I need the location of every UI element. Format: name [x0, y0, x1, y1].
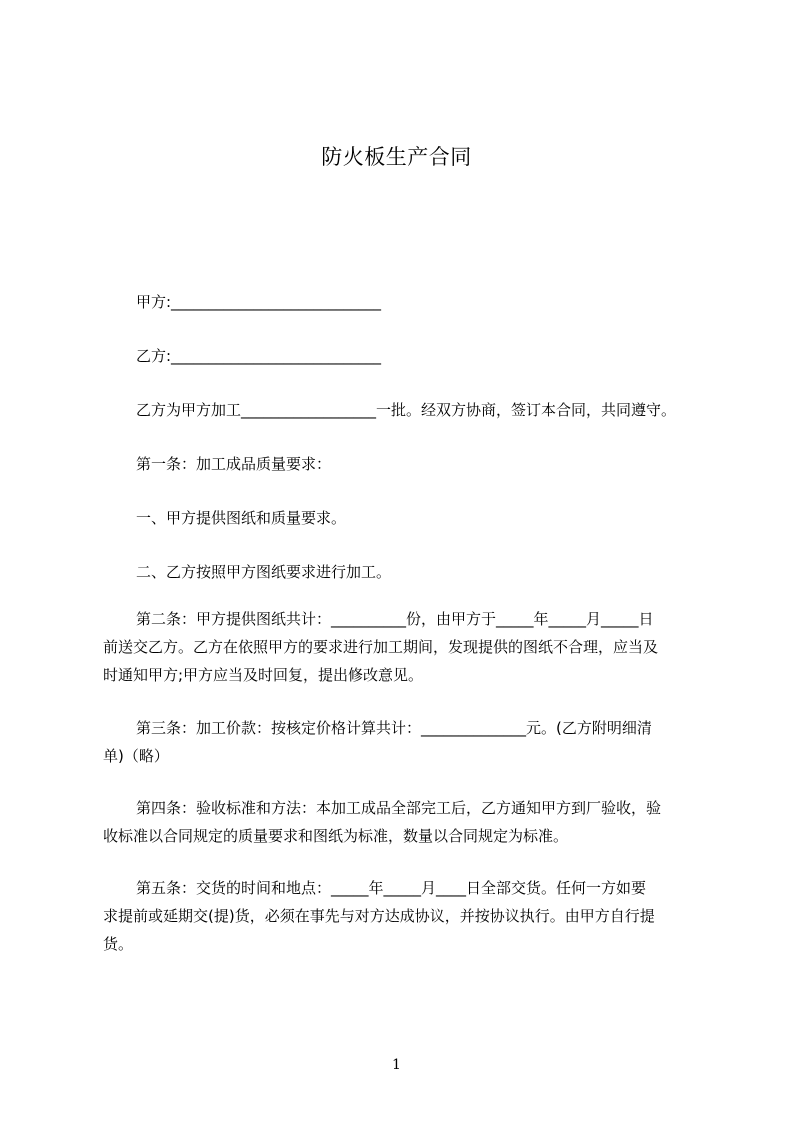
party-b-line: 乙方:____________________________ [136, 347, 382, 365]
article-1-heading: 第一条：加工成品质量要求： [136, 455, 332, 473]
article-1-item-1: 一、甲方提供图纸和质量要求。 [136, 509, 347, 527]
article-5-line: 求提前或延期交(提)货，必须在事先与对方达成协议，并按协议执行。由甲方自行提 [103, 907, 655, 925]
page-number: 1 [392, 1057, 401, 1073]
document-title: 防火板生产合同 [321, 145, 472, 169]
article-2-line: 第二条：甲方提供图纸共计：__________份，由甲方于_____年_____月_____日 [136, 610, 654, 628]
article-3-paragraph [103, 714, 703, 770]
article-4-line: 收标准以合同规定的质量要求和图纸为标准，数量以合同规定为标准。 [103, 827, 569, 845]
article-1-item-2: 二、乙方按照甲方图纸要求进行加工。 [136, 563, 392, 581]
party-a-line: 甲方:____________________________ [136, 293, 382, 311]
article-5-paragraph [103, 874, 703, 958]
article-3-line: 单)（略） [103, 747, 169, 765]
article-5-line: 货。 [103, 935, 134, 953]
article-2-paragraph [103, 605, 703, 689]
article-2-line: 时通知甲方;甲方应当及时回复，提出修改意见。 [103, 666, 424, 684]
article-4-paragraph [103, 794, 703, 850]
article-5-line: 第五条：交货的时间和地点：_____年_____月____日全部交货。任何一方如要 [136, 879, 647, 897]
intro-paragraph: 乙方为甲方加工__________________一批。经双方协商，签订本合同，共同遵守。 [136, 401, 677, 419]
article-3-line: 第三条：加工价款：按核定价格计算共计：______________元。(乙方附明细清 [136, 719, 652, 737]
article-2-line: 前送交乙方。乙方在依照甲方的要求进行加工期间，发现提供的图纸不合理，应当及 [103, 638, 659, 656]
article-4-line: 第四条：验收标准和方法：本加工成品全部完工后，乙方通知甲方到厂验收，验 [136, 799, 662, 817]
